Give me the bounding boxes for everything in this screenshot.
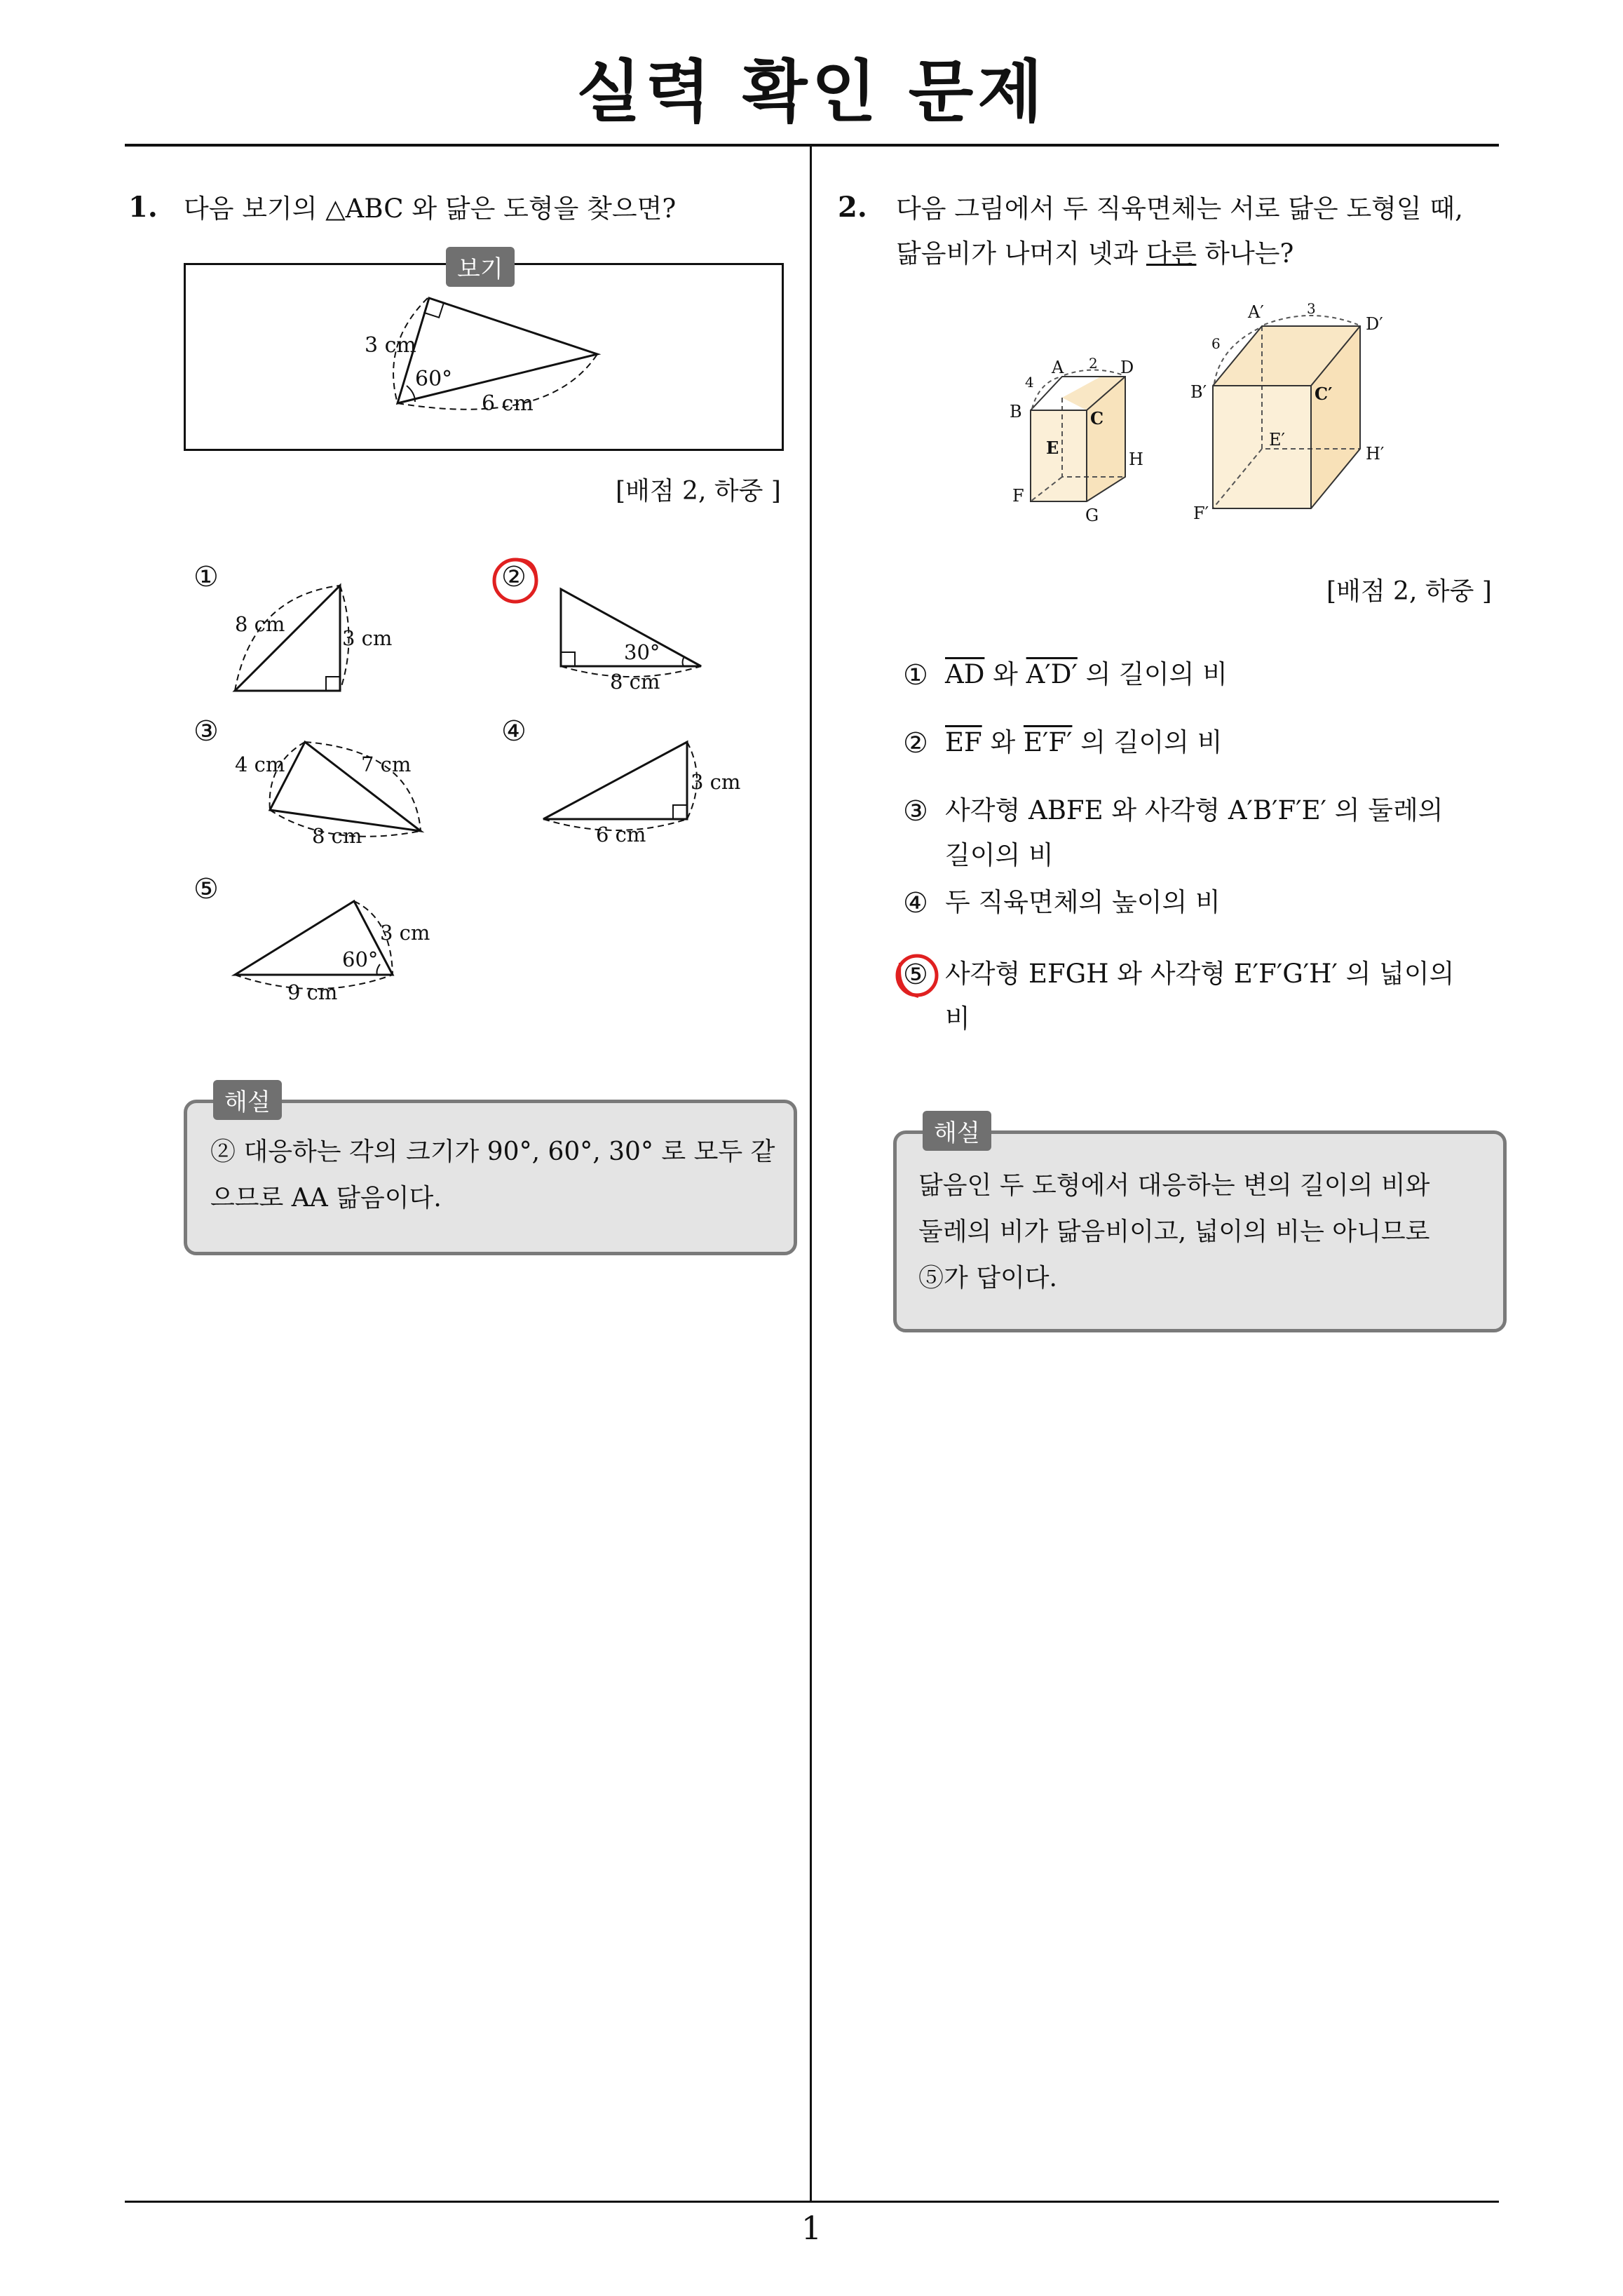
small-E: E bbox=[1046, 438, 1059, 458]
q2-option-1-num[interactable]: ① bbox=[903, 659, 928, 691]
q1-option-1-figure[interactable] bbox=[224, 575, 407, 701]
q2-option-5-num[interactable]: ⑤ bbox=[903, 959, 928, 991]
q2-opt2-tail: 의 길이의 비 bbox=[1072, 727, 1223, 757]
q2-opt1-seg2: A′D′ bbox=[1026, 659, 1078, 689]
opt1-right-angle bbox=[326, 677, 340, 691]
top-rule bbox=[125, 144, 1499, 147]
q2-solution-line-3: ⑤가 답이다. bbox=[918, 1264, 1057, 1292]
opt1-triangle bbox=[235, 586, 340, 691]
large-F: F′ bbox=[1193, 504, 1209, 523]
large-C: C′ bbox=[1315, 384, 1333, 404]
q2-opt2-mid: 와 bbox=[982, 727, 1024, 757]
q1-option-1-num[interactable]: ① bbox=[193, 561, 219, 593]
small-C: C bbox=[1090, 408, 1104, 428]
q1-option-3-figure[interactable] bbox=[231, 736, 442, 849]
q1-option-3-num[interactable]: ③ bbox=[193, 715, 219, 748]
opt3-label-4: 4 cm bbox=[235, 752, 285, 776]
large-H: H′ bbox=[1366, 444, 1385, 464]
opt2-label-30: 30° bbox=[624, 640, 660, 664]
small-F: F bbox=[1012, 486, 1024, 506]
q2-q-post: 하나는? bbox=[1196, 238, 1294, 269]
label-60: 60° bbox=[415, 367, 453, 391]
column-divider bbox=[810, 144, 812, 2202]
small-H: H bbox=[1129, 450, 1143, 469]
small-G: G bbox=[1085, 506, 1099, 525]
q2-score: [배점 2, 하중 ] bbox=[1326, 577, 1492, 606]
q1-option-2-mark bbox=[487, 554, 543, 610]
q2-q-pre: 닮음비가 나머지 넷과 bbox=[896, 238, 1146, 269]
opt4-right-angle bbox=[673, 805, 687, 819]
large-A: A′ bbox=[1248, 302, 1264, 322]
opt2-label-8: 8 cm bbox=[610, 670, 660, 694]
small-A: A bbox=[1052, 358, 1064, 377]
opt1-label-3: 3 cm bbox=[342, 626, 393, 650]
q2-option-5-line-1[interactable]: 사각형 EFGH 와 사각형 E′F′G′H′ 의 넓이의 bbox=[945, 959, 1455, 989]
opt1-label-8: 8 cm bbox=[235, 612, 285, 636]
opt4-label-3: 3 cm bbox=[691, 770, 741, 794]
large-6: 6 bbox=[1211, 335, 1221, 352]
large-3: 3 bbox=[1307, 300, 1316, 317]
q2-option-5-mark bbox=[890, 950, 946, 1006]
label-3cm: 3 cm bbox=[365, 333, 416, 358]
q2-opt1-tail: 의 길이의 비 bbox=[1077, 659, 1228, 689]
q1-solution-line-2: 으므로 AA 닮음이다. bbox=[210, 1184, 442, 1213]
q2-solution-tag: 해설 bbox=[923, 1111, 991, 1151]
large-D: D′ bbox=[1366, 314, 1383, 334]
q2-opt1-mid: 와 bbox=[984, 659, 1026, 689]
q2-option-3-line-2[interactable]: 길이의 비 bbox=[945, 840, 1054, 870]
q1-option-2-figure[interactable] bbox=[547, 575, 729, 701]
opt3-label-7: 7 cm bbox=[361, 752, 412, 776]
red-circle-mark-2 bbox=[897, 956, 937, 995]
q1-score: [배점 2, 하중 ] bbox=[616, 477, 781, 506]
bottom-rule bbox=[125, 2201, 1499, 2203]
q2-option-1-text[interactable] bbox=[945, 652, 1228, 697]
q2-option-4-text[interactable]: 두 직육면체의 높이의 비 bbox=[945, 887, 1221, 917]
q1-example-triangle bbox=[184, 263, 780, 447]
q2-option-4-num[interactable]: ④ bbox=[903, 887, 928, 919]
q1-option-4-num[interactable]: ④ bbox=[501, 715, 527, 748]
q2-q-underline: 다른 bbox=[1146, 238, 1197, 269]
q2-opt2-seg2: E′F′ bbox=[1023, 727, 1073, 757]
page-number: 1 bbox=[801, 2209, 822, 2247]
q2-option-5-line-2[interactable]: 비 bbox=[945, 1004, 970, 1034]
opt2-right-angle bbox=[561, 652, 575, 666]
large-E: E′ bbox=[1269, 430, 1285, 450]
opt4-triangle bbox=[543, 742, 687, 819]
q2-question-line-1: 다음 그림에서 두 직육면체는 서로 닮은 도형일 때, bbox=[896, 194, 1463, 224]
q1-option-2-num[interactable]: ② bbox=[501, 561, 527, 593]
q2-option-2-num[interactable]: ② bbox=[903, 727, 928, 759]
opt5-label-9: 9 cm bbox=[287, 980, 338, 1004]
opt2-angle-arc bbox=[683, 658, 684, 666]
opt3-label-8: 8 cm bbox=[312, 824, 362, 848]
large-B: B′ bbox=[1190, 382, 1207, 402]
q1-solution-line-1: ② 대응하는 각의 크기가 90°, 60°, 30° 로 모두 같 bbox=[210, 1137, 775, 1166]
opt4-label-6: 6 cm bbox=[596, 823, 646, 846]
q1-question: 다음 보기의 △ABC 와 닮은 도형을 찾으면? bbox=[184, 194, 677, 224]
red-circle-mark bbox=[494, 560, 536, 602]
q2-opt2-seg1: $\overline{EF}$ bbox=[945, 727, 982, 757]
q1-option-5-figure[interactable] bbox=[224, 894, 435, 1006]
q2-solution-line-1: 닮음인 두 도형에서 대응하는 변의 길이의 비와 bbox=[918, 1171, 1430, 1200]
q2-question-line-2 bbox=[896, 231, 1293, 276]
q2-solution-line-2: 둘레의 비가 닮음비이고, 넓이의 비는 아니므로 bbox=[918, 1217, 1430, 1246]
large-cuboid bbox=[1190, 300, 1384, 523]
small-D: D bbox=[1120, 358, 1134, 377]
small-cuboid bbox=[1010, 355, 1143, 525]
q1-option-4-figure[interactable] bbox=[533, 736, 743, 849]
opt5-label-3: 3 cm bbox=[380, 921, 430, 945]
q2-option-2-text[interactable] bbox=[945, 720, 1222, 765]
small-4: 4 bbox=[1025, 374, 1034, 391]
opt5-label-60: 60° bbox=[342, 947, 379, 971]
label-6cm: 6 cm bbox=[482, 391, 534, 416]
small-B: B bbox=[1010, 402, 1022, 421]
q2-cuboid-figure bbox=[1003, 298, 1423, 529]
q1-option-5-num[interactable]: ⑤ bbox=[193, 873, 219, 905]
page-title: 실력 확인 문제 bbox=[576, 53, 1047, 131]
q2-option-3-line-1[interactable]: 사각형 ABFE 와 사각형 A′B′F′E′ 의 둘레의 bbox=[945, 795, 1444, 825]
q2-number: 2. bbox=[838, 191, 867, 224]
q1-solution-tag: 해설 bbox=[213, 1080, 282, 1120]
q2-option-3-num[interactable]: ③ bbox=[903, 795, 928, 828]
q1-example-tag: 보기 bbox=[446, 247, 515, 287]
q2-opt1-seg1: $\overline{AD}$ bbox=[945, 659, 985, 689]
q1-number: 1. bbox=[128, 191, 158, 224]
small-2: 2 bbox=[1089, 355, 1098, 372]
